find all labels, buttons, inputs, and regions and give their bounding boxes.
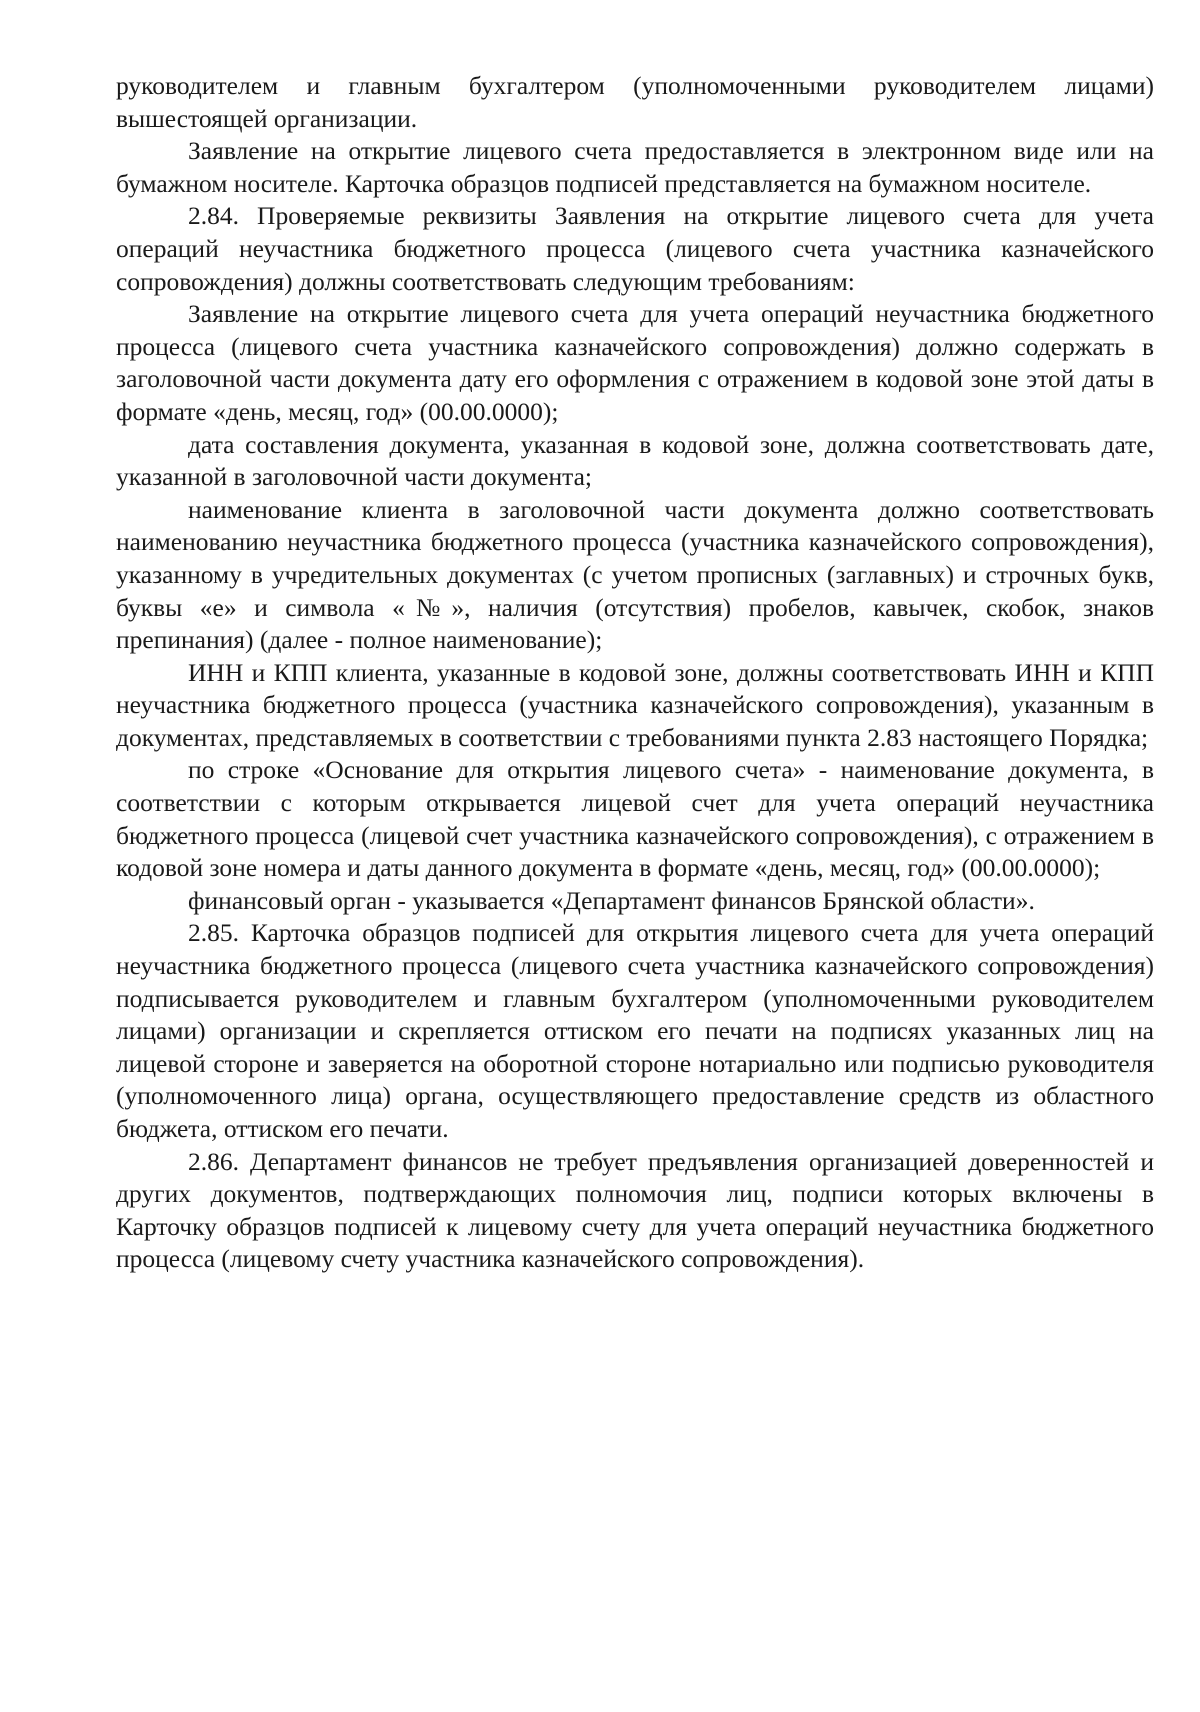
paragraph-inn-kpp: ИНН и КПП клиента, указанные в кодовой зоне, должны соответствовать ИНН и КПП неучастника бюджетного процесса (участника казначейского сопровождения), указанным в документах, представляемых в соответствии с требованиями пункта 2.83 настоящего Порядка; xyxy=(116,657,1154,752)
paragraph-header-date: Заявление на открытие лицевого счета для учета операций неучастника бюджетного процесса (лицевого счета участника казначейского сопровождения) должно содержать в заголовочной части документа дату его оформления с отражением в кодовой зоне этой даты в формате «день, месяц, год» (00.00.0000); xyxy=(116,299,1154,426)
paragraph-2-86: 2.86. Департамент финансов не требует предъявления организацией доверенностей и других документов, подтверждающих полномочия лиц, подписи которых включены в Карточку образцов подписей к лицевому счету для учета операций неучастника бюджетного процесса (лицевому счету участника казначейского сопровождения). xyxy=(116,1146,1154,1274)
paragraph-2-85: 2.85. Карточка образцов подписей для открытия лицевого счета для учета операций неучастника бюджетного процесса (лицевого счета участника казначейского сопровождения) подписывается руководителем и главным бухгалтером (уполномоченными руководителем лицами) организации и скрепляется оттиском его печати на подписях указанных лиц на лицевой стороне и заверяется на оборотной стороне нотариально или подписью руководителя (уполномоченного лица) органа, осуществляющего предоставление средств из областного бюджета, оттиском его печати. xyxy=(116,918,1154,1143)
paragraph-2-84: 2.84. Проверяемые реквизиты Заявления на открытие лицевого счета для учета операций неучастника бюджетного процесса (лицевого счета участника казначейского сопровождения) должны соответствовать следующим требованиям: xyxy=(116,201,1154,296)
paragraph-financial-body: финансовый орган - указывается «Департамент финансов Брянской области». xyxy=(188,885,1035,915)
paragraph-client-name: наименование клиента в заголовочной части документа должно соответствовать наименованию неучастника бюджетного процесса (участника казначейского сопровождения), указанному в учредительных документах (с учетом прописных (заглавных) и строчных букв, буквы «е» и символа «№», наличия (отсутствия) пробелов, кавычек, скобок, знаков препинания) (далее - полное наименование); xyxy=(116,494,1154,655)
paragraph-application-format: Заявление на открытие лицевого счета предоставляется в электронном виде или на бумажном носителе. Карточка образцов подписей представляется на бумажном носителе. xyxy=(116,136,1154,198)
paragraph-basis: по строке «Основание для открытия лицевого счета» - наименование документа, в соответствии с которым открывается лицевой счет для учета операций неучастника бюджетного процесса (лицевой счет участника казначейского сопровождения), с отражением в кодовой зоне номера и даты данного документа в формате «день, месяц, год» (00.00.0000); xyxy=(116,755,1154,883)
paragraph-code-zone-date: дата составления документа, указанная в кодовой зоне, должна соответствовать дате, указанной в заголовочной части документа; xyxy=(116,429,1154,492)
document-body xyxy=(116,70,1154,1276)
paragraph-continuation: руководителем и главным бухгалтером (уполномоченными руководителем лицами) вышестоящей организации. xyxy=(116,71,1154,133)
